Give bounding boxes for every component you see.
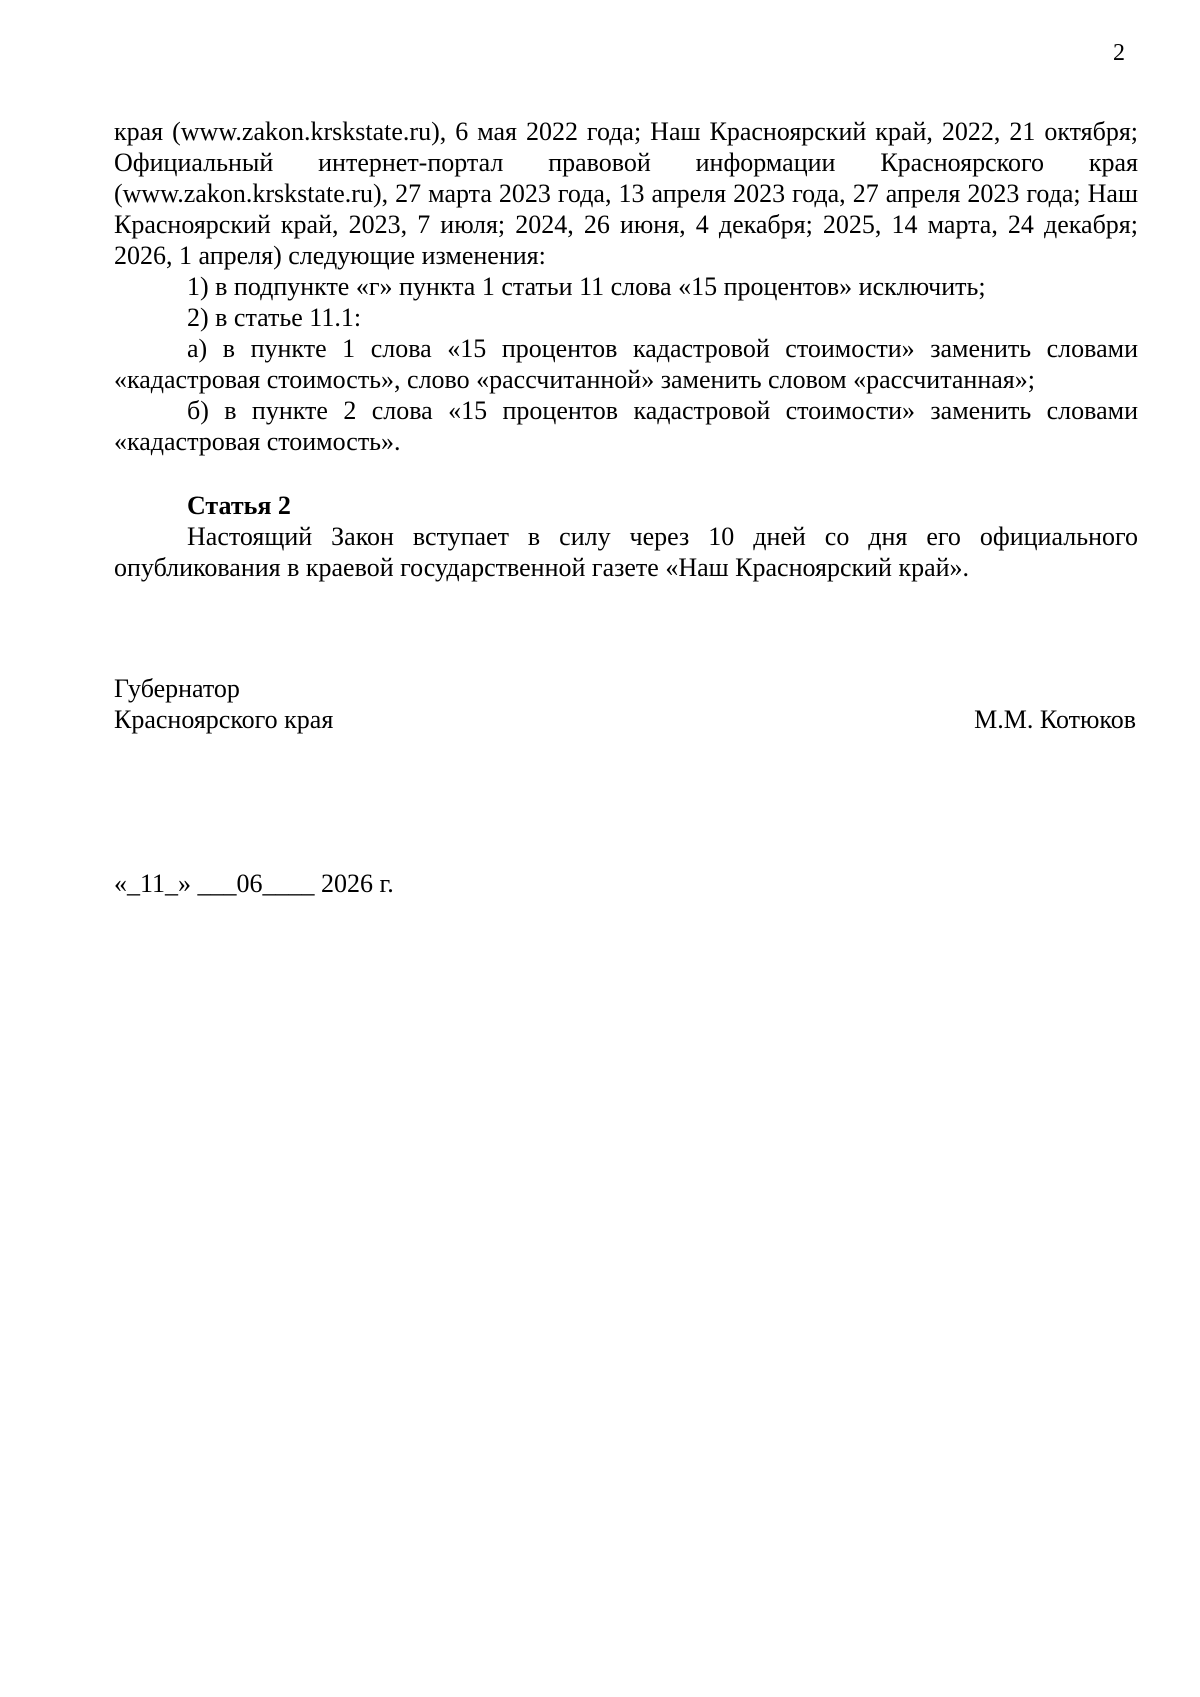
- amendment-item-2b: б) в пункте 2 слова «15 процентов кадастровой стоимости» заменить словами «кадастровая стоимость».: [114, 396, 1138, 456]
- signature-block: [114, 673, 1136, 735]
- signatory-name: М.М. Котюков: [974, 705, 1136, 734]
- signing-date: «_11_» ___06____ 2026 г.: [114, 869, 394, 898]
- amendment-item-1: 1) в подпункте «г» пункта 1 статьи 11 слова «15 процентов» исключить;: [187, 272, 986, 301]
- amendment-item-2: 2) в статье 11.1:: [187, 303, 362, 332]
- signatory-title-line2: Красноярского края: [114, 705, 334, 734]
- document-body: [114, 116, 1138, 583]
- article-2-heading: Статья 2: [187, 491, 291, 520]
- amendment-item-2a: а) в пункте 1 слова «15 процентов кадастровой стоимости» заменить словами «кадастровая стоимость», слово «рассчитанной» заменить словом «рассчитанная»;: [114, 334, 1138, 394]
- intro-paragraph: края (www.zakon.krskstate.ru), 6 мая 2022 года; Наш Красноярский край, 2022, 21 октября; Официальный интернет-портал правовой информации Красноярского края (www.zakon.krskstate.ru), 27 марта 2023 года, 13 апреля 2023 года, 27 апреля 2023 года; Наш Красноярский край, 2023, 7 июля; 2024, 26 июня, 4 декабря; 2025, 14 марта, 24 декабря; 2026, 1 апреля) следующие изменения:: [114, 117, 1138, 270]
- signatory-title-line1: Губернатор: [114, 674, 240, 703]
- article-2-text: Настоящий Закон вступает в силу через 10 дней со дня его официального опубликования в краевой государственной газете «Наш Красноярский край».: [114, 522, 1138, 582]
- page-number: 2: [1113, 40, 1125, 66]
